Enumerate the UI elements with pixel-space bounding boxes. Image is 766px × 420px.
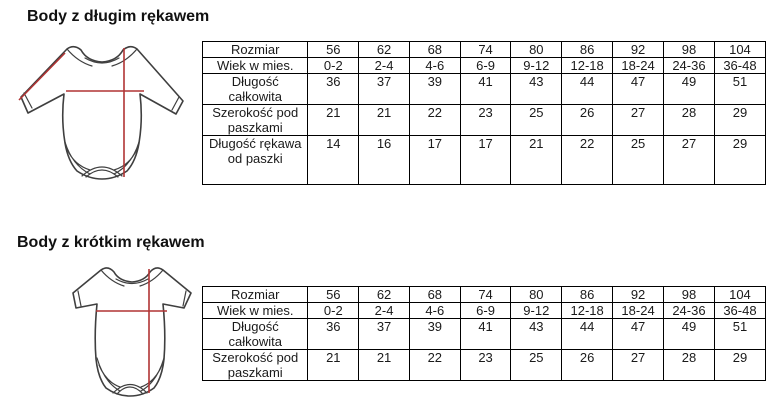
value-cell: 18-24 bbox=[613, 58, 664, 74]
value-cell: 36 bbox=[308, 74, 359, 105]
bodysuit-outline bbox=[73, 268, 191, 396]
value-cell: 2-4 bbox=[359, 58, 410, 74]
size-table-short-sleeve bbox=[202, 286, 766, 381]
value-cell: 36-48 bbox=[714, 303, 765, 319]
value-cell: 98 bbox=[664, 42, 715, 58]
value-cell: 92 bbox=[613, 42, 664, 58]
value-cell: 27 bbox=[664, 136, 715, 185]
table-row bbox=[203, 350, 766, 381]
value-cell: 29 bbox=[714, 136, 765, 185]
value-cell: 29 bbox=[714, 105, 765, 136]
value-cell: 9-12 bbox=[511, 303, 562, 319]
short-sleeve-bodysuit-drawing bbox=[52, 266, 207, 411]
value-cell: 51 bbox=[714, 74, 765, 105]
value-cell: 43 bbox=[511, 319, 562, 350]
value-cell: 12-18 bbox=[562, 58, 613, 74]
value-cell: 56 bbox=[308, 42, 359, 58]
value-cell: 23 bbox=[460, 350, 511, 381]
value-cell: 14 bbox=[308, 136, 359, 185]
value-cell: 4-6 bbox=[409, 58, 460, 74]
value-cell: 44 bbox=[562, 319, 613, 350]
value-cell: 68 bbox=[409, 287, 460, 303]
row-label: Wiek w mies. bbox=[203, 303, 308, 319]
value-cell: 22 bbox=[562, 136, 613, 185]
table-row bbox=[203, 105, 766, 136]
value-cell: 18-24 bbox=[613, 303, 664, 319]
value-cell: 49 bbox=[664, 319, 715, 350]
value-cell: 36-48 bbox=[714, 58, 765, 74]
value-cell: 98 bbox=[664, 287, 715, 303]
value-cell: 28 bbox=[664, 105, 715, 136]
value-cell: 39 bbox=[409, 74, 460, 105]
value-cell: 41 bbox=[460, 319, 511, 350]
bodysuit-outline bbox=[21, 47, 183, 179]
value-cell: 0-2 bbox=[308, 303, 359, 319]
value-cell: 80 bbox=[511, 287, 562, 303]
value-cell: 26 bbox=[562, 105, 613, 136]
value-cell: 39 bbox=[409, 319, 460, 350]
value-cell: 6-9 bbox=[460, 303, 511, 319]
value-cell: 44 bbox=[562, 74, 613, 105]
row-label: Długość całkowita bbox=[203, 74, 308, 105]
table-row bbox=[203, 303, 766, 319]
long-sleeve-bodysuit-drawing bbox=[8, 44, 196, 192]
value-cell: 62 bbox=[359, 42, 410, 58]
value-cell: 21 bbox=[359, 350, 410, 381]
value-cell: 4-6 bbox=[409, 303, 460, 319]
value-cell: 47 bbox=[613, 319, 664, 350]
value-cell: 27 bbox=[613, 105, 664, 136]
value-cell: 12-18 bbox=[562, 303, 613, 319]
value-cell: 6-9 bbox=[460, 58, 511, 74]
table-row bbox=[203, 136, 766, 185]
value-cell: 17 bbox=[460, 136, 511, 185]
value-cell: 21 bbox=[308, 105, 359, 136]
value-cell: 26 bbox=[562, 350, 613, 381]
table-row bbox=[203, 42, 766, 58]
value-cell: 92 bbox=[613, 287, 664, 303]
value-cell: 24-36 bbox=[664, 58, 715, 74]
table-row bbox=[203, 74, 766, 105]
value-cell: 68 bbox=[409, 42, 460, 58]
value-cell: 37 bbox=[359, 74, 410, 105]
value-cell: 0-2 bbox=[308, 58, 359, 74]
section-title-long-sleeve: Body z długim rękawem bbox=[27, 8, 210, 25]
size-table-long-sleeve bbox=[202, 41, 766, 185]
value-cell: 104 bbox=[714, 42, 765, 58]
value-cell: 104 bbox=[714, 287, 765, 303]
value-cell: 49 bbox=[664, 74, 715, 105]
value-cell: 28 bbox=[664, 350, 715, 381]
value-cell: 37 bbox=[359, 319, 410, 350]
value-cell: 21 bbox=[308, 350, 359, 381]
value-cell: 9-12 bbox=[511, 58, 562, 74]
value-cell: 51 bbox=[714, 319, 765, 350]
value-cell: 74 bbox=[460, 42, 511, 58]
value-cell: 2-4 bbox=[359, 303, 410, 319]
row-label: Rozmiar bbox=[203, 287, 308, 303]
row-label: Rozmiar bbox=[203, 42, 308, 58]
value-cell: 17 bbox=[409, 136, 460, 185]
value-cell: 23 bbox=[460, 105, 511, 136]
table-row bbox=[203, 287, 766, 303]
value-cell: 47 bbox=[613, 74, 664, 105]
section-title-short-sleeve: Body z krótkim rękawem bbox=[17, 234, 205, 251]
value-cell: 25 bbox=[511, 350, 562, 381]
value-cell: 25 bbox=[613, 136, 664, 185]
row-label: Długość rękawa od paszki bbox=[203, 136, 308, 185]
value-cell: 86 bbox=[562, 287, 613, 303]
value-cell: 56 bbox=[308, 287, 359, 303]
value-cell: 16 bbox=[359, 136, 410, 185]
value-cell: 86 bbox=[562, 42, 613, 58]
value-cell: 36 bbox=[308, 319, 359, 350]
row-label: Szerokość pod paszkami bbox=[203, 105, 308, 136]
value-cell: 62 bbox=[359, 287, 410, 303]
value-cell: 21 bbox=[511, 136, 562, 185]
row-label: Szerokość pod paszkami bbox=[203, 350, 308, 381]
value-cell: 22 bbox=[409, 350, 460, 381]
table-row bbox=[203, 319, 766, 350]
value-cell: 29 bbox=[714, 350, 765, 381]
value-cell: 41 bbox=[460, 74, 511, 105]
row-label: Wiek w mies. bbox=[203, 58, 308, 74]
row-label: Długość całkowita bbox=[203, 319, 308, 350]
value-cell: 80 bbox=[511, 42, 562, 58]
value-cell: 74 bbox=[460, 287, 511, 303]
value-cell: 27 bbox=[613, 350, 664, 381]
value-cell: 43 bbox=[511, 74, 562, 105]
value-cell: 21 bbox=[359, 105, 410, 136]
value-cell: 22 bbox=[409, 105, 460, 136]
value-cell: 24-36 bbox=[664, 303, 715, 319]
table-row bbox=[203, 58, 766, 74]
value-cell: 25 bbox=[511, 105, 562, 136]
